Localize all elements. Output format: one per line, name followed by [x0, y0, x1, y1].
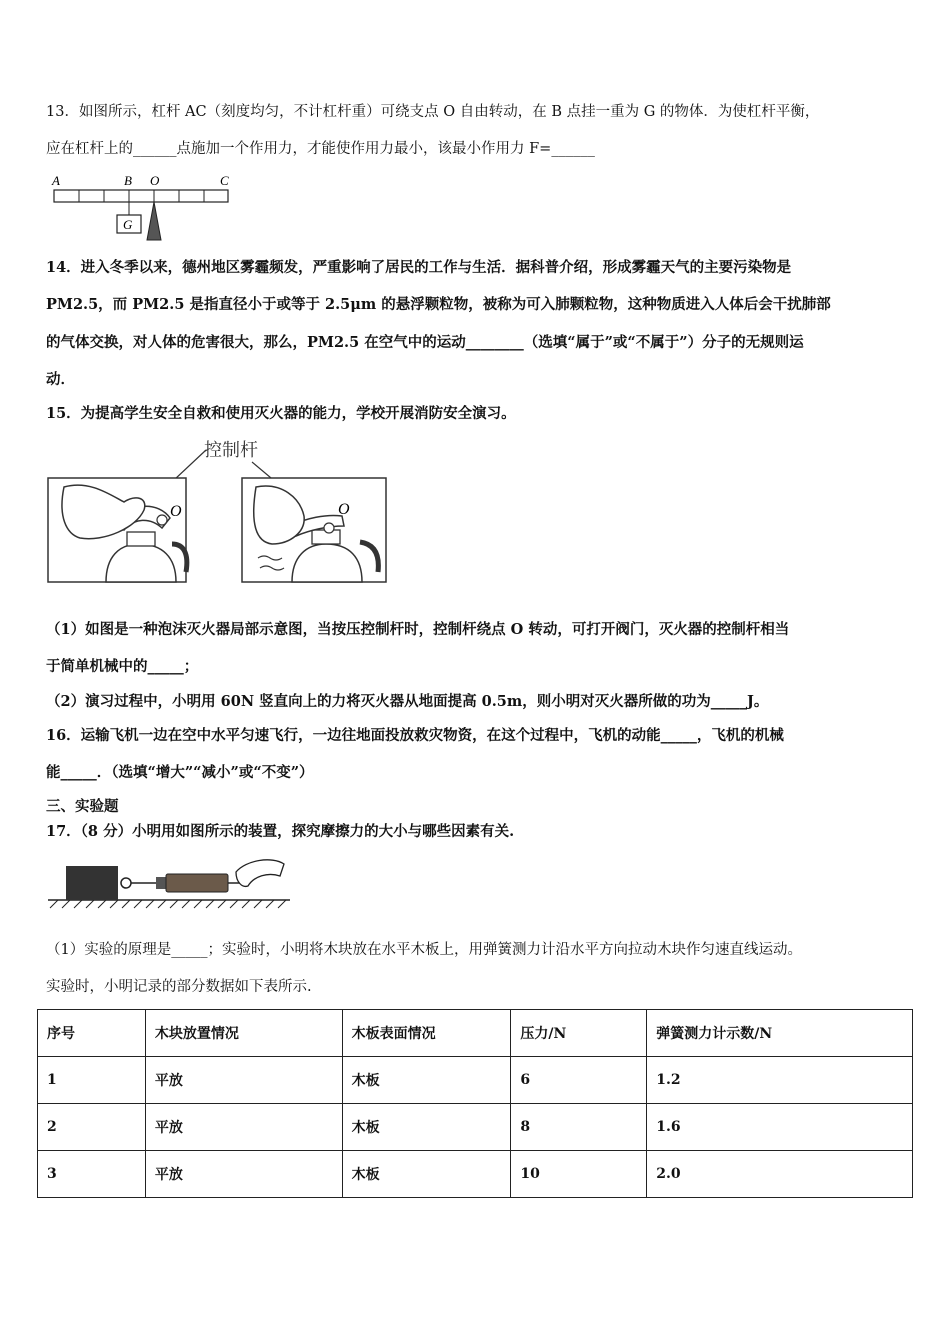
table-header-cell: 木块放置情况 — [145, 1010, 342, 1057]
friction-data-table — [37, 1009, 913, 1198]
q17-p1-line-1: （1）实验的原理是_____；实验时，小明将木块放在水平木板上，用弹簧测力计沿水平方向拉动木块作匀速直线运动。 — [46, 942, 802, 958]
hook — [121, 878, 131, 888]
table-row — [38, 1104, 913, 1151]
q14-line-1: 14．进入冬季以来，德州地区雾霾频发，严重影响了居民的工作与生活．据科普介绍，形成雾霾天气的主要污染物是 — [46, 259, 792, 276]
lever-divisions — [79, 190, 204, 202]
table-cell: 木板 — [342, 1151, 511, 1198]
table-cell: 1.2 — [647, 1057, 913, 1104]
table-header-row — [38, 1010, 913, 1057]
table-cell: 木板 — [342, 1057, 511, 1104]
table-cell: 1.6 — [647, 1104, 913, 1151]
left-pivot — [157, 515, 167, 525]
table-header-cell: 木板表面情况 — [342, 1010, 511, 1057]
fulcrum — [147, 202, 161, 240]
table-cell: 1 — [38, 1057, 146, 1104]
weight-label-g: G — [123, 217, 133, 232]
table-cell: 3 — [38, 1151, 146, 1198]
table-cell: 8 — [511, 1104, 647, 1151]
right-pivot — [324, 523, 334, 533]
table-row — [38, 1151, 913, 1198]
q13-line-2: 应在杠杆上的______点施加一个作用力，才能使作用力最小，该最小作用力 F=______ — [46, 141, 595, 157]
table-header-cell: 序号 — [38, 1010, 146, 1057]
lever-figure — [44, 170, 244, 245]
q13-line-1: 13．如图所示，杠杆 AC（刻度均匀，不计杠杆重）可绕支点 O 自由转动，在 B 点挂一重为 G 的物体．为使杠杆平衡， — [46, 104, 820, 120]
left-pivot-label: O — [170, 503, 182, 520]
q14-line-4: 动． — [46, 371, 75, 388]
friction-apparatus-figure — [44, 850, 294, 912]
ground-hatching — [50, 900, 286, 908]
spring-scale-end — [156, 877, 166, 889]
lever-label-o: O — [150, 173, 160, 188]
table-header-cell: 弹簧测力计示数/N — [647, 1010, 913, 1057]
q17-intro: 17．（8 分）小明用如图所示的装置，探究摩擦力的大小与哪些因素有关. — [46, 823, 515, 840]
q14-line-2: PM2.5，而 PM2.5 是指直径小于或等于 2.5μm 的悬浮颗粒物，被称为可入肺颗粒物，这种物质进入人体后会干扰肺部 — [46, 296, 831, 313]
table-header-cell: 压力/N — [511, 1010, 647, 1057]
left-valve — [127, 532, 155, 546]
spring-scale-body — [166, 874, 228, 892]
lever-label-a: A — [52, 173, 60, 188]
lever-bar — [54, 190, 228, 202]
table-cell: 6 — [511, 1057, 647, 1104]
wooden-block — [66, 866, 118, 900]
table-cell: 平放 — [145, 1151, 342, 1198]
table-cell: 平放 — [145, 1104, 342, 1151]
right-pivot-label: O — [338, 501, 350, 518]
table-cell: 2 — [38, 1104, 146, 1151]
q16-line-1: 16．运输飞机一边在空中水平匀速飞行，一边往地面投放救灾物资，在这个过程中，飞机的动能_____，飞机的机械 — [46, 727, 784, 744]
table-cell: 木板 — [342, 1104, 511, 1151]
table-cell: 10 — [511, 1151, 647, 1198]
lever-label-c: C — [220, 173, 229, 188]
table-row — [38, 1057, 913, 1104]
control-lever-label: 控制杆 — [204, 440, 258, 461]
q15-p1-line-2: 于简单机械中的_____； — [46, 658, 199, 675]
table-cell: 2.0 — [647, 1151, 913, 1198]
lever-label-b: B — [124, 173, 132, 188]
extinguisher-figure — [44, 432, 394, 590]
q17-p1-line-2: 实验时，小明记录的部分数据如下表所示. — [46, 979, 312, 995]
section-3-title: 三、实验题 — [46, 798, 119, 815]
q15-intro: 15．为提高学生安全自救和使用灭火器的能力，学校开展消防安全演习。 — [46, 405, 516, 422]
q15-p2: （2）演习过程中，小明用 60N 竖直向上的力将灭火器从地面提高 0.5m，则小明对灭火器所做的功为_____J。 — [46, 693, 769, 710]
q16-line-2: 能_____．（选填“增大”“减小”或“不变”） — [46, 764, 314, 781]
q15-p1-line-1: （1）如图是一种泡沫灭火器局部示意图，当按压控制杆时，控制杆绕点 O 转动，可打开阀门，灭火器的控制杆相当 — [46, 621, 790, 638]
pulling-hand — [236, 860, 284, 887]
q14-line-3: 的气体交换，对人体的危害很大，那么，PM2.5 在空气中的运动________（选填“属于”或“不属于”）分子的无规则运 — [46, 334, 804, 351]
table-cell: 平放 — [145, 1057, 342, 1104]
